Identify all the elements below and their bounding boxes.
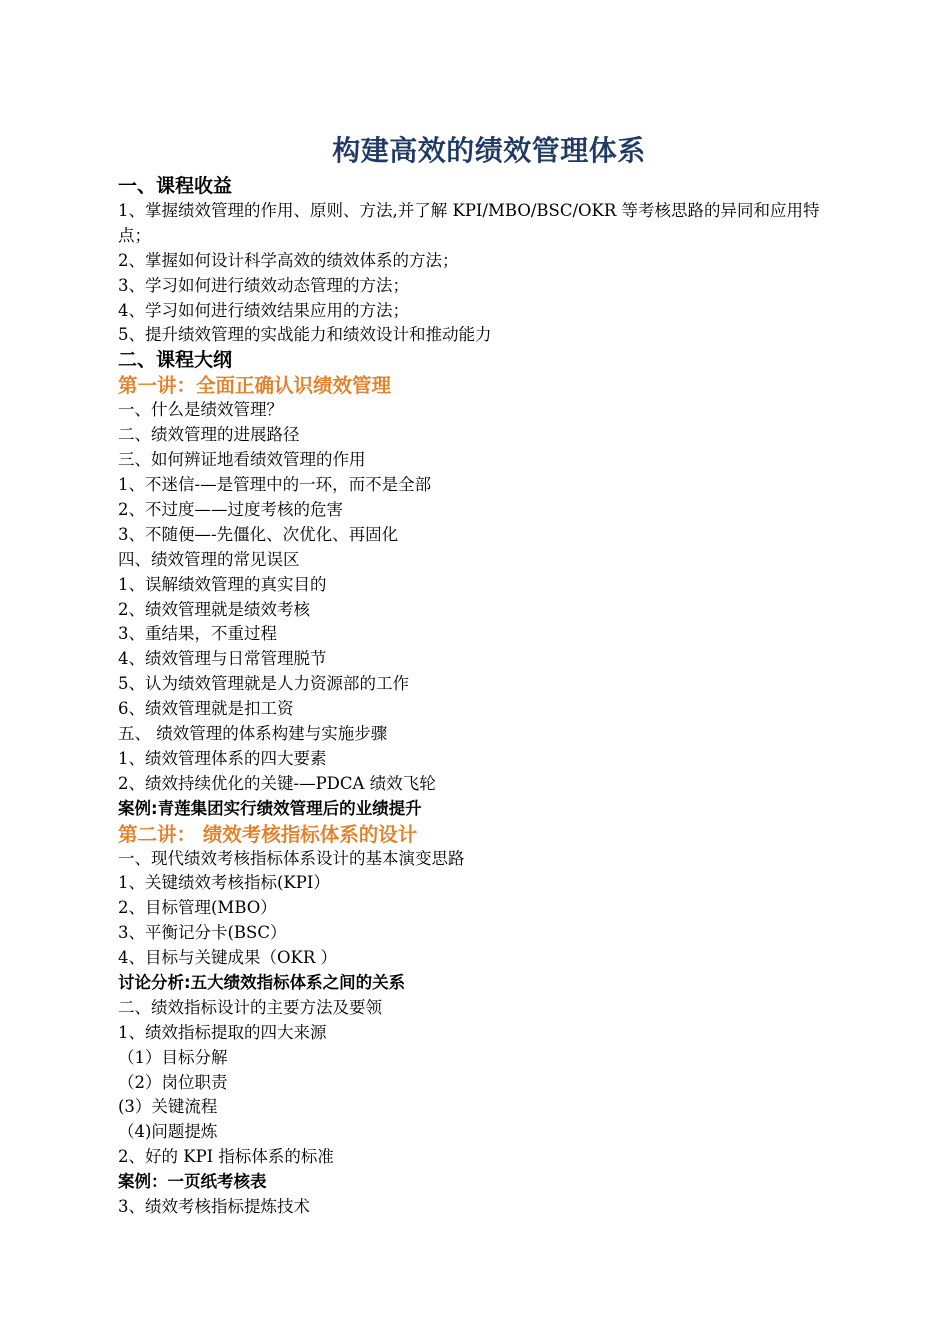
case-line: 案例：一页纸考核表: [118, 1172, 267, 1192]
outline-line: 5、提升绩效管理的实战能力和绩效设计和推动能力: [118, 325, 492, 345]
outline-line: 一、现代绩效考核指标体系设计的基本演变思路: [118, 848, 465, 868]
outline-line: 二、绩效管理的进展路径: [118, 425, 300, 445]
outline-line: 3、不随便—-先僵化、次优化、再固化: [118, 524, 399, 544]
outline-line: 2、目标管理(MBO）: [118, 898, 277, 918]
outline-line: 三、如何辨证地看绩效管理的作用: [118, 450, 366, 470]
outline-line: 二、绩效指标设计的主要方法及要领: [118, 997, 382, 1017]
outline-line: 3、绩效考核指标提炼技术: [118, 1196, 310, 1216]
outline-line: 1、误解绩效管理的真实目的: [118, 574, 327, 594]
lecture-heading: 第二讲： 绩效考核指标体系的设计: [118, 822, 418, 846]
section-heading: 一、课程收益: [118, 175, 233, 197]
outline-line: 2、绩效持续优化的关键-—PDCA 绩效飞轮: [118, 773, 436, 793]
outline-line: (3）关键流程: [118, 1097, 218, 1117]
outline-line: 1、绩效管理体系的四大要素: [118, 748, 327, 768]
document-body: [118, 174, 838, 1220]
case-line: 案例:青莲集团实行绩效管理后的业绩提升: [118, 798, 422, 818]
outline-line: 2、掌握如何设计科学高效的绩效体系的方法；: [118, 250, 459, 270]
section-heading: 二、课程大纲: [118, 349, 233, 372]
outline-line: 2、绩效管理就是绩效考核: [118, 599, 310, 619]
outline-line: 2、好的 KPI 指标体系的标准: [118, 1147, 334, 1167]
outline-line: 4、绩效管理与日常管理脱节: [118, 649, 327, 669]
document-title: 构建高效的绩效管理体系: [332, 134, 646, 167]
outline-line: 1、不迷信-—是管理中的一环，而不是全部: [118, 475, 432, 495]
outline-line: 2、不过度——过度考核的危害: [118, 499, 343, 519]
document-page: [118, 128, 838, 1220]
case-line: 讨论分析:五大绩效指标体系之间的关系: [118, 972, 406, 992]
outline-line: 3、平衡记分卡(BSC）: [118, 923, 287, 943]
outline-line: 1、绩效指标提取的四大来源: [118, 1022, 327, 1042]
lecture-heading: 第一讲：全面正确认识绩效管理: [118, 374, 392, 398]
paragraph-line: 1、掌握绩效管理的作用、原则、方法,并了解 KPI/MBO/BSC/OKR 等考核思路的异同和应用特点；: [118, 201, 820, 245]
outline-line: （2）岗位职责: [118, 1072, 228, 1092]
outline-line: 3、学习如何进行绩效动态管理的方法；: [118, 275, 409, 295]
outline-line: 1、关键绩效考核指标(KPI）: [118, 873, 330, 893]
outline-line: 一、什么是绩效管理？: [118, 400, 283, 420]
outline-line: 5、认为绩效管理就是人力资源部的工作: [118, 674, 409, 694]
outline-line: 4、学习如何进行绩效结果应用的方法；: [118, 300, 409, 320]
outline-line: 3、重结果，不重过程: [118, 624, 277, 644]
outline-line: （4)问题提炼: [118, 1122, 218, 1142]
outline-line: 五、 绩效管理的体系构建与实施步骤: [118, 723, 388, 743]
outline-line: 4、目标与关键成果（OKR ）: [118, 948, 338, 968]
outline-line: 四、绩效管理的常见误区: [118, 549, 300, 569]
outline-line: （1）目标分解: [118, 1047, 228, 1067]
outline-line: 6、绩效管理就是扣工资: [118, 699, 294, 719]
